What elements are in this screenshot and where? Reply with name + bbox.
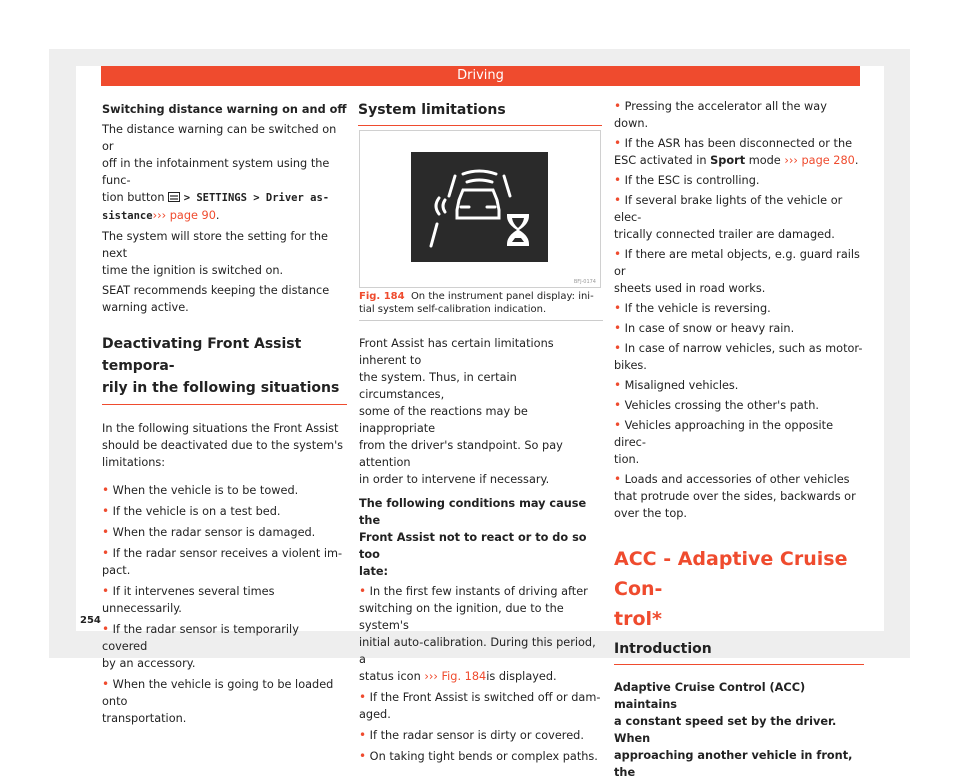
list-item-continuation: that protrude over the sides, backwards or [614,490,856,503]
list-item: • If there are metal objects, e.g. guard rails or [614,247,860,278]
list-item: • When the vehicle is to be towed. [102,483,299,497]
manual-page [76,66,884,779]
section-title: System limitations [358,102,506,118]
middle-column-lower [359,290,603,765]
list-item: • If it intervenes several times unnecessarily. [102,584,275,615]
list-item-continuation: tion. [614,453,640,466]
instrument-display [411,152,548,262]
bold-paragraph-line: approaching another vehicle in front, the [614,749,853,779]
list-item: • Misaligned vehicles. [614,378,739,392]
page-link[interactable]: ››› page 90 [152,209,216,222]
figure-link[interactable]: ››› Fig. 184 [424,670,487,683]
list-item-continuation: bikes. [614,359,647,372]
subheading: Deactivating Front Assist tempora- [102,336,302,374]
bold-paragraph-line: a constant speed set by the driver. When [614,715,837,745]
menu-path: > SETTINGS > Driver as- [183,192,330,204]
paragraph-line: SEAT recommends keeping the distance [102,284,330,297]
paragraph-line: The distance warning can be switched on or [102,123,337,153]
list-item-continuation: sheets used in road works. [614,282,766,295]
right-column [614,98,864,781]
subheading-introduction: Introduction [614,641,712,657]
paragraph-line: the system. Thus, in certain circumstances, [359,371,517,401]
paragraph-line: sistance››› page 90. [102,209,220,222]
left-column [102,101,347,727]
car-menu-icon [168,191,184,204]
paragraph-line: The system will store the setting for the next [102,230,328,260]
paragraph-line: limitations: [102,456,166,469]
bold-heading-line: late: [359,565,389,578]
front-assist-calibration-icon [411,152,548,262]
list-item-continuation: transportation. [102,712,187,725]
paragraph-line: in order to intervene if necessary. [359,473,550,486]
section-header: Driving [101,66,860,86]
list-item: • In the first few instants of driving after [359,584,588,598]
bold-heading-line: The following conditions may cause the [359,497,587,527]
heading-switching-distance-warning: Switching distance warning on and off [102,103,347,116]
list-item: • If the ESC is controlling. [614,173,760,187]
list-item-continuation: over the top. [614,507,688,520]
list-item: • Vehicles crossing the other's path. [614,398,819,412]
list-item: • If several brake lights of the vehicle or elec- [614,193,843,224]
list-item-continuation: trically connected trailer are damaged. [614,228,835,241]
subheading-block [102,333,347,405]
figure-caption: Fig. 184 On the instrument panel display: ini- tial system self-calibration indication. [359,290,603,321]
figure-box [359,130,601,288]
list-item: • If the Front Assist is switched off or dam- [359,690,601,704]
list-item: • Pressing the accelerator all the way down. [614,99,827,130]
figure-label: Fig. 184 [359,291,405,302]
list-item: • If the radar sensor receives a violent im- [102,546,343,560]
list-item: • If the vehicle is on a test bed. [102,504,281,518]
list-item-continuation: pact. [102,564,131,577]
figure-code: BFJ-0174 [573,279,596,285]
list-item: • If the radar sensor is dirty or covered. [359,728,584,742]
list-item-continuation: by an accessory. [102,657,196,670]
list-item: • In case of snow or heavy rain. [614,321,795,335]
paragraph-line: some of the reactions may be inappropriate [359,405,528,435]
paragraph-line: tion button > SETTINGS > Driver as- [102,191,330,204]
list-item: • If the vehicle is reversing. [614,301,771,315]
subheading-block [614,638,864,665]
list-item-continuation: status icon ››› Fig. 184is displayed. [359,670,557,683]
paragraph-line: time the ignition is switched on. [102,264,284,277]
list-item-continuation: ESC activated in Sport mode ››› page 280. [614,154,859,167]
list-item: • When the radar sensor is damaged. [102,525,316,539]
paragraph-line: Front Assist has certain limitations inherent to [359,337,554,367]
list-item: • When the vehicle is going to be loaded onto [102,677,334,708]
paragraph-line: from the driver's standpoint. So pay attention [359,439,563,469]
list-item-continuation: switching on the ignition, due to the system's [359,602,564,632]
list-item: • In case of narrow vehicles, such as motor- [614,341,863,355]
list-item-continuation: initial auto-calibration. During this period, a [359,636,596,666]
subheading: rily in the following situations [102,380,340,396]
section-title-block [358,99,602,126]
chapter-title: ACC - Adaptive Cruise Con- [614,548,848,600]
middle-column [358,99,602,126]
list-item-continuation: aged. [359,708,391,721]
bold-paragraph-line: Adaptive Cruise Control (ACC) maintains [614,681,806,711]
list-item: • If the ASR has been disconnected or the [614,136,853,150]
list-item: • Loads and accessories of other vehicles [614,472,850,486]
bold-heading-line: Front Assist not to react or to do so too [359,531,587,561]
menu-path: sistance [102,210,153,222]
paragraph-line: In the following situations the Front Assist [102,422,339,435]
list-item: • On taking tight bends or complex paths. [359,749,598,763]
page-number: 254 [80,615,101,626]
list-item: • If the radar sensor is temporarily covered [102,622,299,653]
paragraph-line: should be deactivated due to the system's [102,439,344,452]
list-item: • Vehicles approaching in the opposite direc- [614,418,834,449]
paragraph-line: off in the infotainment system using the func- [102,157,330,187]
paragraph-line: warning active. [102,301,189,314]
page-link[interactable]: ››› page 280 [784,154,855,167]
chapter-title: trol* [614,608,662,630]
